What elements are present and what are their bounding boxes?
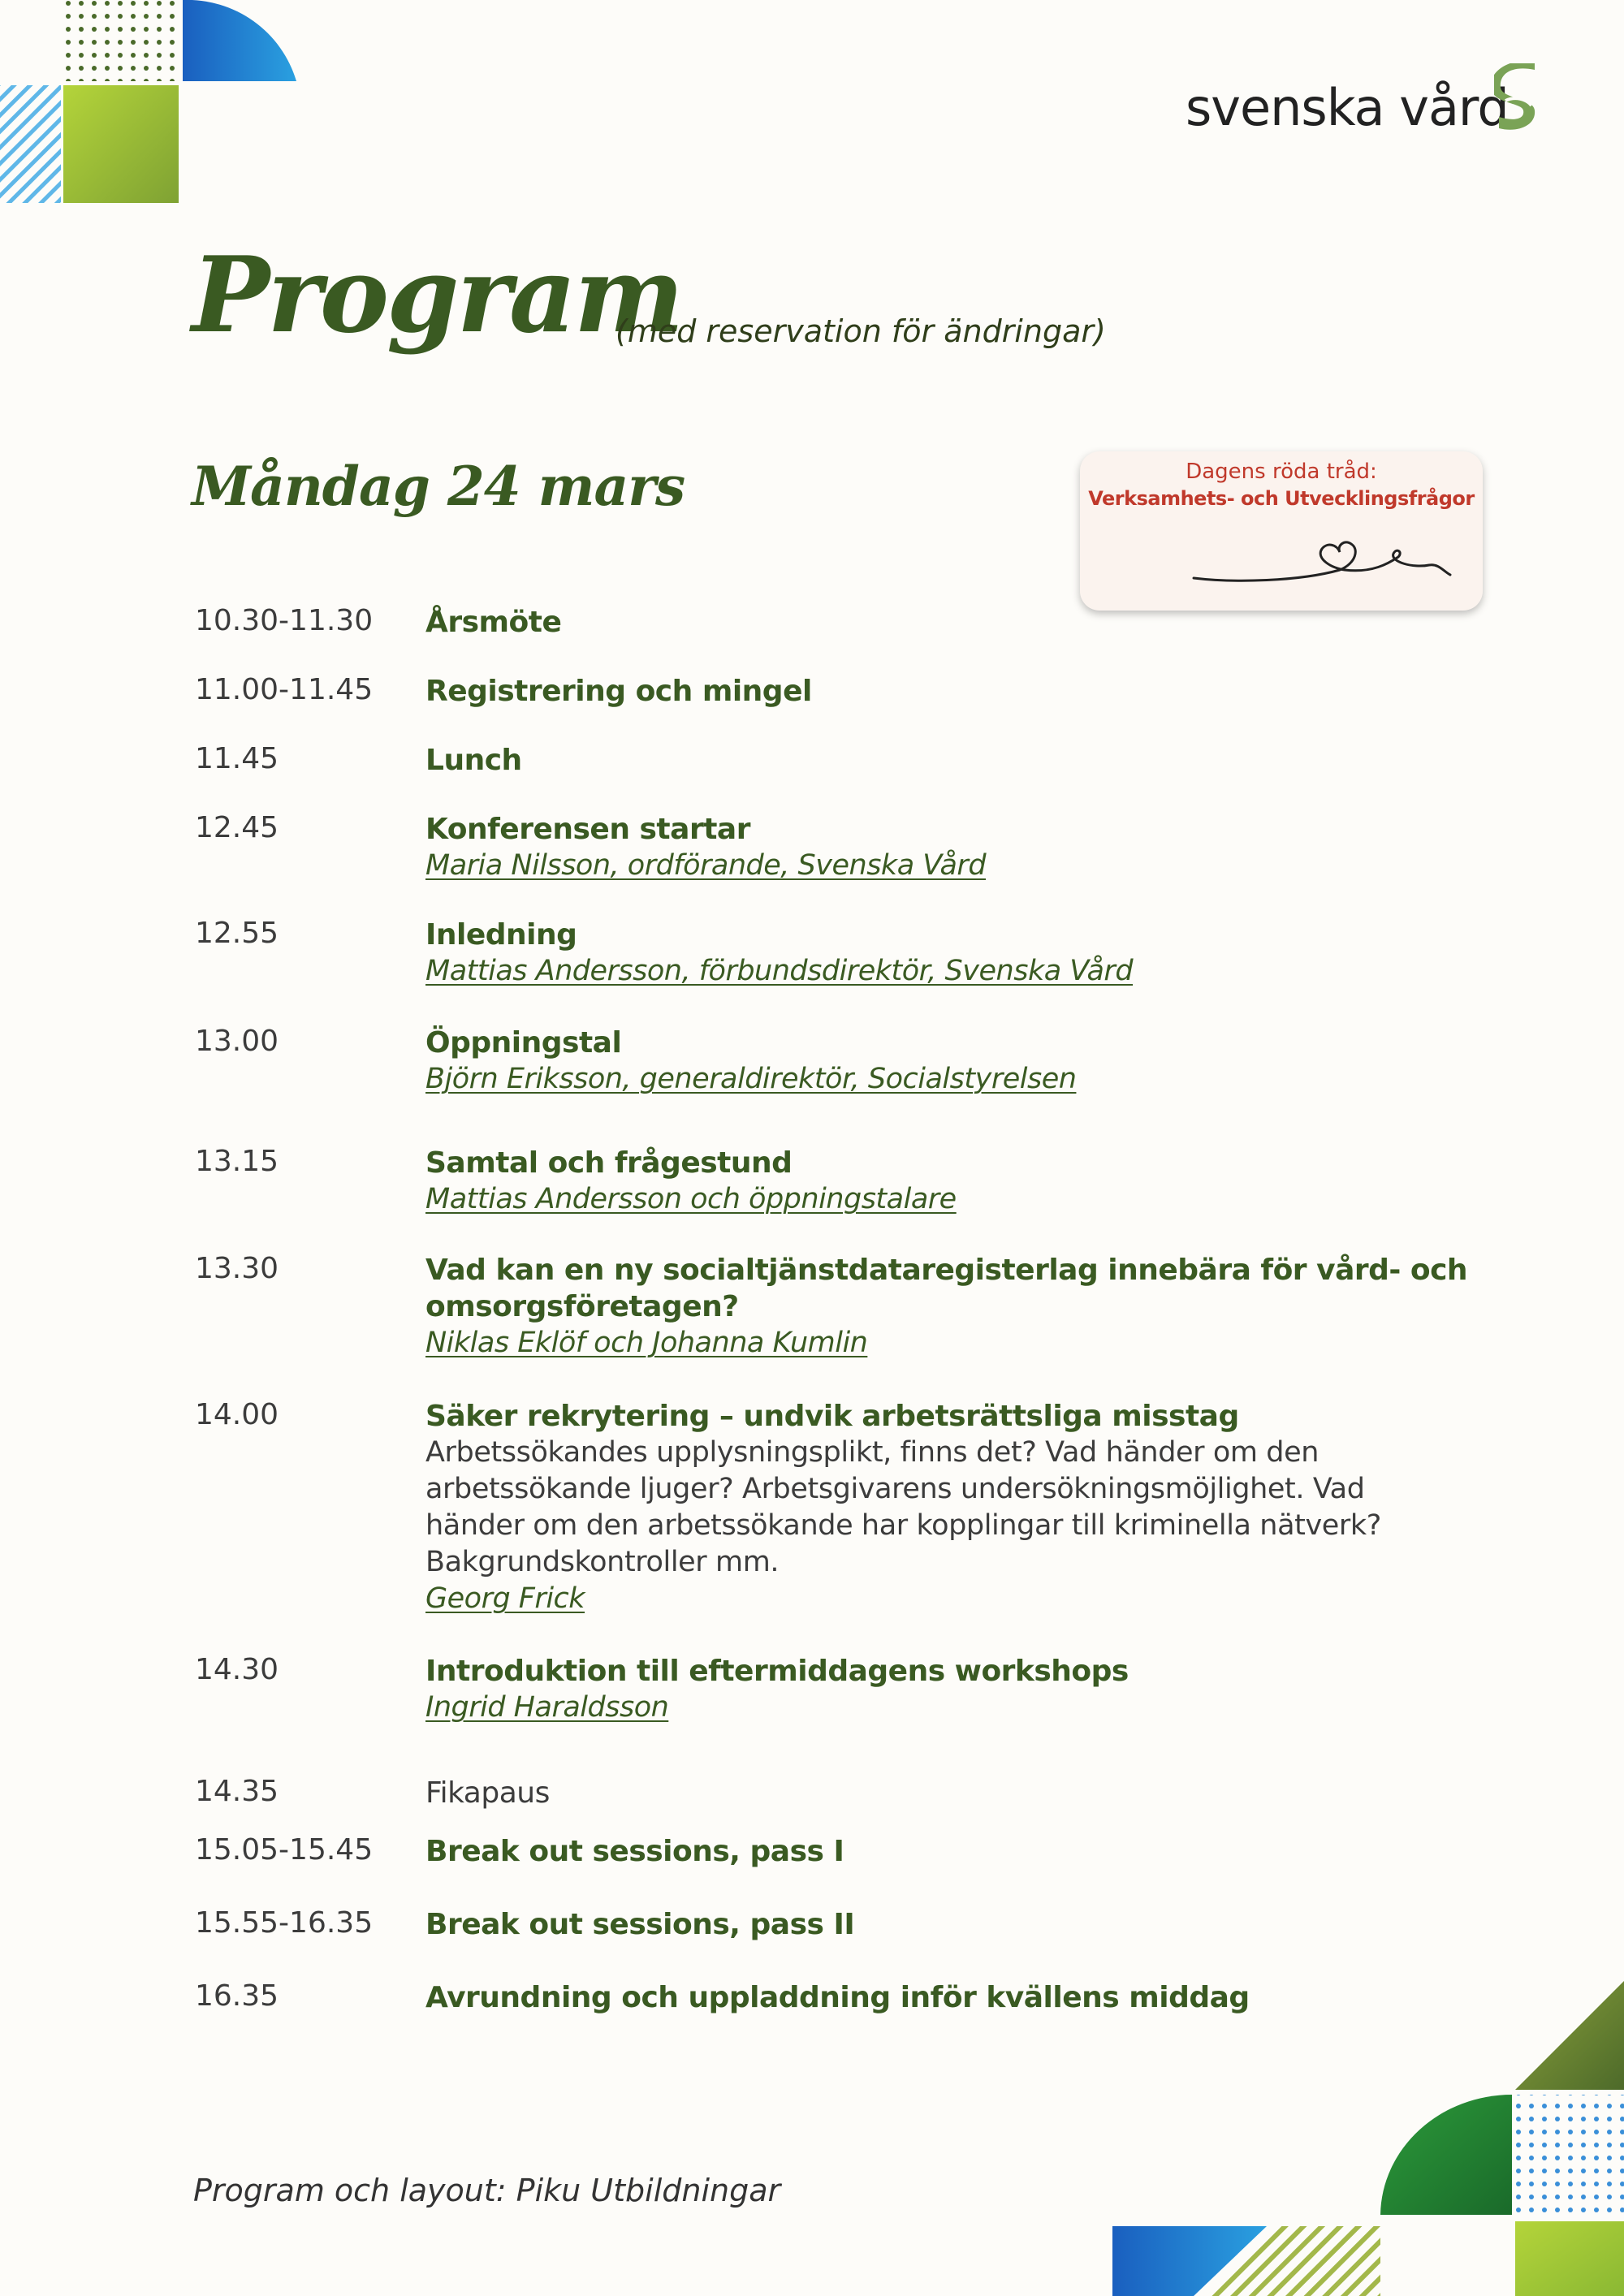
item-description: arbetssökande ljuger? Arbetsgivarens undersökningsmöjlighet. Vad: [425, 1473, 1365, 1505]
page-subtitle: (med reservation för ändringar): [615, 313, 1106, 349]
item-title: Break out sessions, pass II: [425, 1908, 855, 1941]
item-time: 16.35: [195, 1979, 279, 2013]
day-heading: Måndag 24 mars: [192, 455, 685, 518]
speaker-link[interactable]: Niklas Eklöf och Johanna Kumlin: [425, 1327, 868, 1359]
speaker-link[interactable]: Ingrid Haraldsson: [425, 1691, 669, 1724]
item-time: 12.55: [195, 917, 279, 950]
item-title: Avrundning och uppladdning inför kvällens middag: [425, 1981, 1250, 2014]
callout-heading: Dagens röda tråd:: [1186, 460, 1377, 484]
item-time: 14.00: [195, 1398, 279, 1431]
item-time: 10.30-11.30: [195, 604, 374, 637]
corner-decoration-top-left: [0, 0, 309, 211]
item-title: Fikapaus: [425, 1776, 550, 1810]
item-title: Samtal och frågestund: [425, 1146, 793, 1180]
corner-decoration-bottom-right: [1112, 1973, 1624, 2296]
item-title: Säker rekrytering – undvik arbetsrättsliga misstag: [425, 1400, 1239, 1433]
page-title: Program: [192, 235, 682, 356]
speaker-link[interactable]: Maria Nilsson, ordförande, Svenska Vård: [425, 849, 987, 882]
item-time: 11.45: [195, 742, 279, 775]
item-time: 11.00-11.45: [195, 673, 374, 706]
item-title: Introduktion till eftermiddagens workshops: [425, 1655, 1129, 1688]
speaker-link[interactable]: Björn Eriksson, generaldirektör, Socialstyrelsen: [425, 1063, 1077, 1095]
item-title: Inledning: [425, 918, 577, 952]
speaker-link[interactable]: Georg Frick: [425, 1582, 585, 1615]
speaker-link[interactable]: Mattias Andersson och öppningstalare: [425, 1183, 957, 1215]
item-description: Bakgrundskontroller mm.: [425, 1546, 780, 1578]
heart-thread-icon: [1186, 524, 1462, 589]
item-title: Registrering och mingel: [425, 675, 812, 708]
item-title: Break out sessions, pass I: [425, 1835, 844, 1868]
item-time: 14.30: [195, 1653, 279, 1686]
item-title-continued: omsorgsföretagen?: [425, 1290, 739, 1323]
item-title: Konferensen startar: [425, 813, 750, 846]
item-time: 12.45: [195, 811, 279, 844]
item-time: 13.15: [195, 1145, 279, 1178]
logo-s-icon: [1494, 63, 1543, 136]
item-description: händer om den arbetssökande har kopplingar till kriminella nätverk?: [425, 1509, 1381, 1542]
item-title: Öppningstal: [425, 1026, 622, 1060]
item-time: 13.30: [195, 1252, 279, 1285]
item-time: 13.00: [195, 1025, 279, 1058]
footer-credit: Program och layout: Piku Utbildningar: [193, 2173, 781, 2208]
item-time: 15.55-16.35: [195, 1906, 374, 1940]
svenska-vard-logo: [1186, 63, 1543, 141]
callout-text: Verksamhets- och Utvecklingsfrågor: [1088, 487, 1475, 510]
item-time: 15.05-15.45: [195, 1833, 374, 1867]
item-title: Lunch: [425, 744, 522, 777]
theme-callout: [1080, 451, 1483, 611]
speaker-link[interactable]: Mattias Andersson, förbundsdirektör, Svenska Vård: [425, 955, 1134, 987]
item-title: Vad kan en ny socialtjänstdataregisterlag innebära för vård- och: [425, 1254, 1468, 1287]
item-title: Årsmöte: [425, 606, 562, 639]
item-description: Arbetssökandes upplysningsplikt, finns det? Vad händer om den: [425, 1436, 1320, 1469]
brand-name: svenska vård: [1186, 78, 1509, 137]
item-time: 14.35: [195, 1775, 279, 1808]
